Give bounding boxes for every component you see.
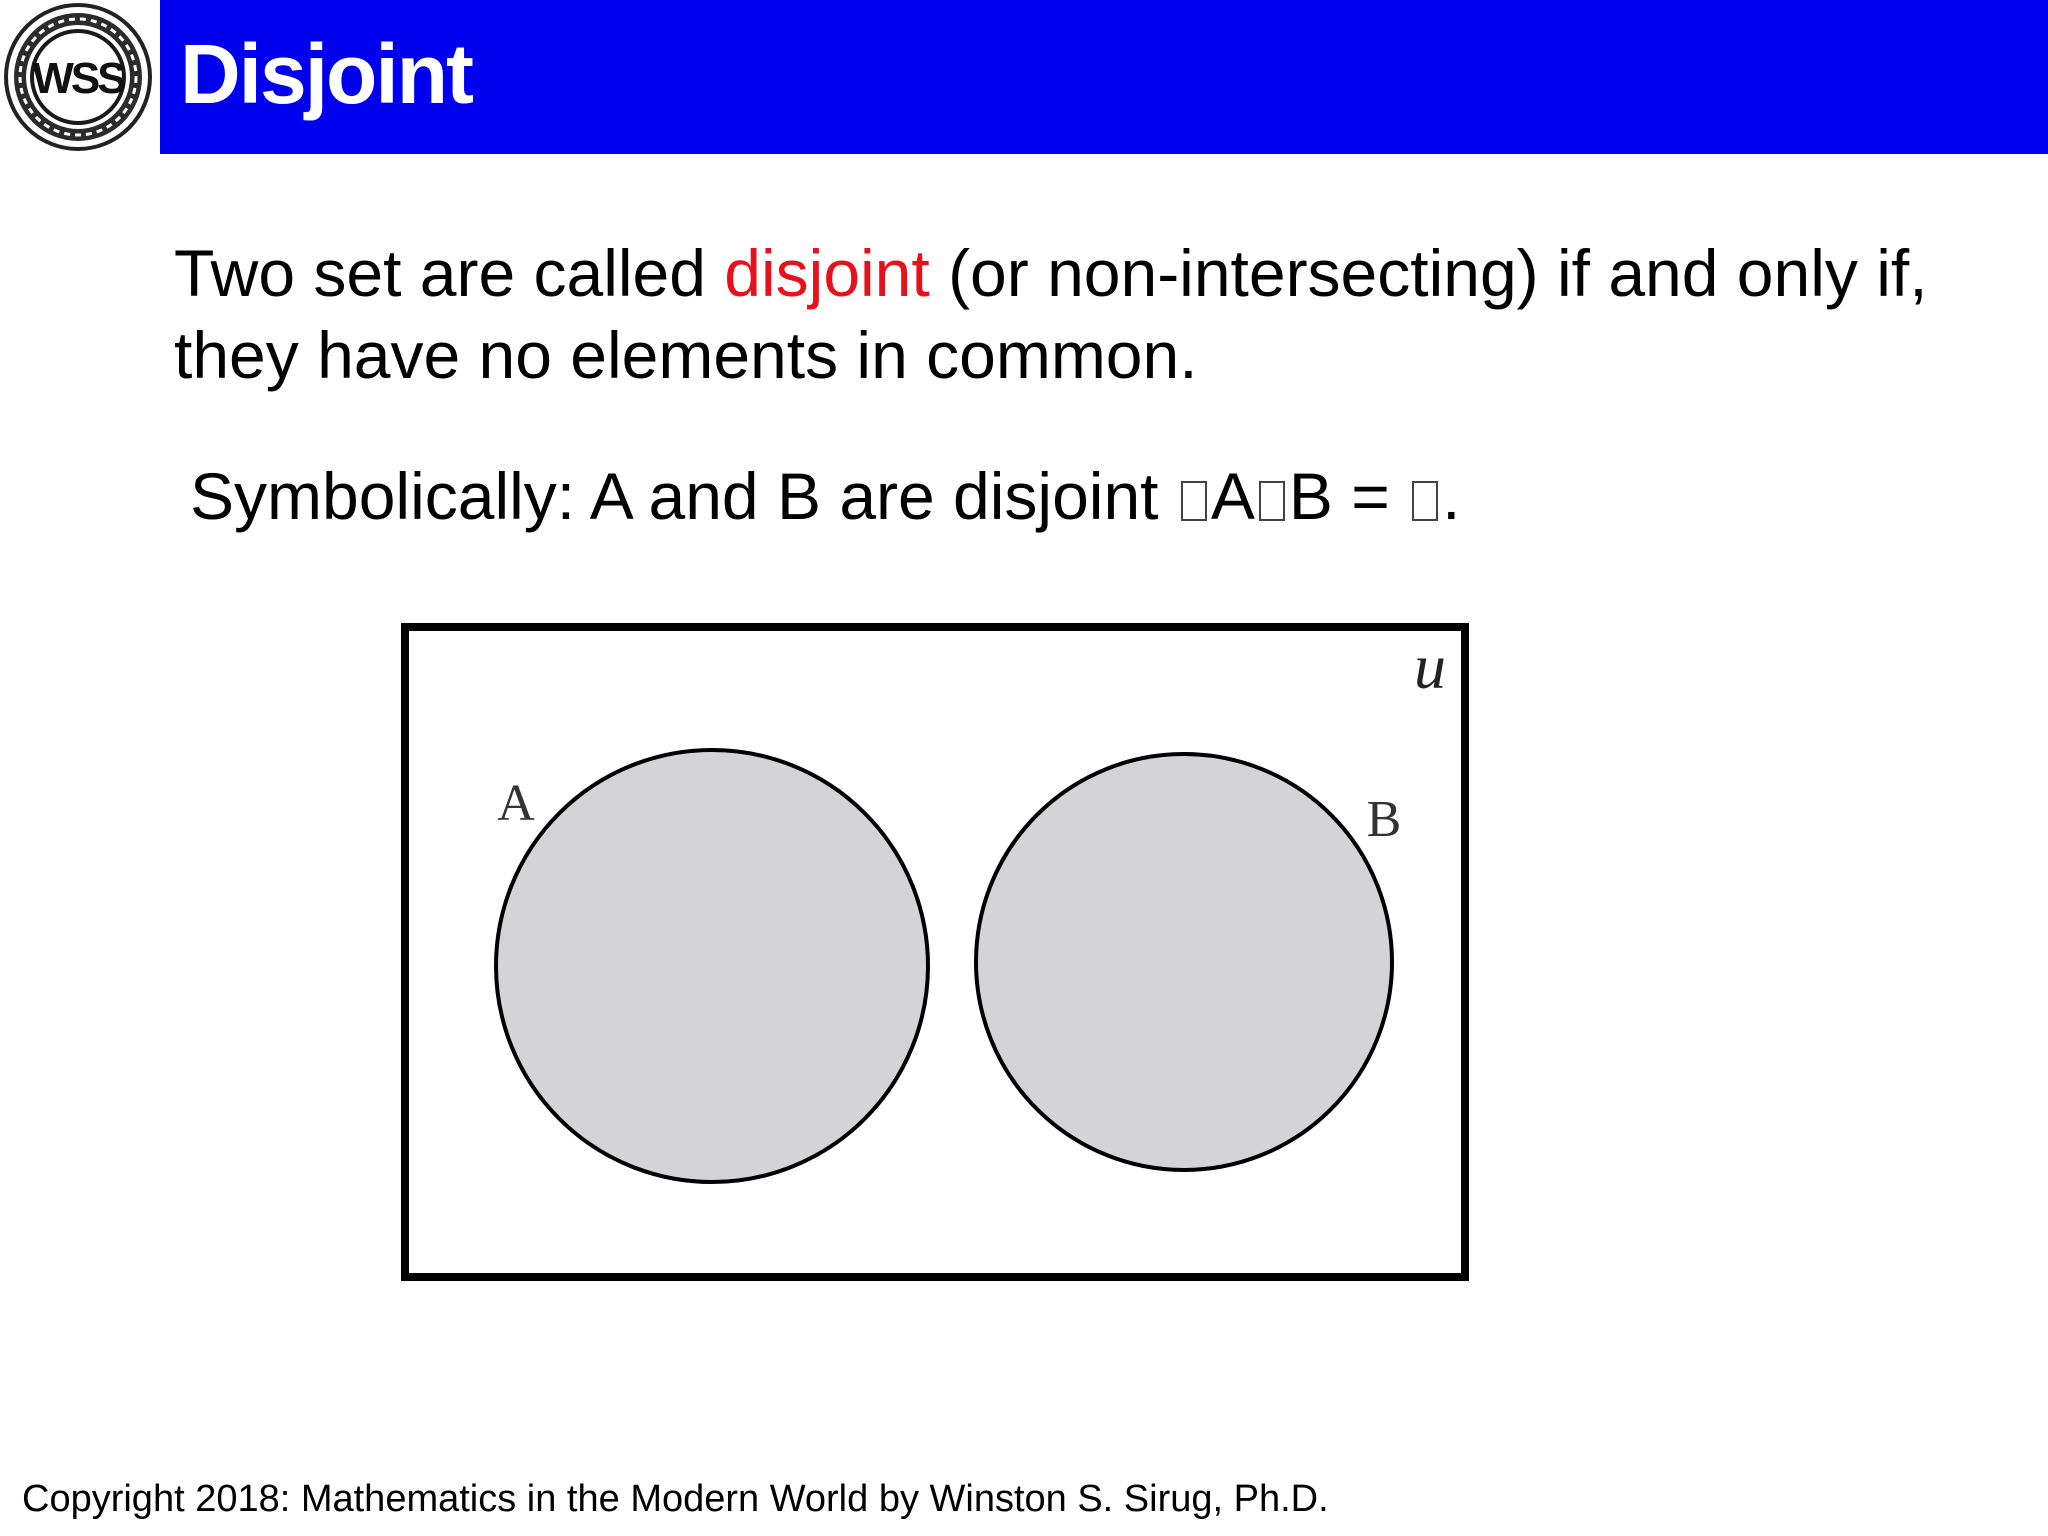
definition-after: (or non-intersecting) if and only if, they have no elements in common. <box>174 236 1928 392</box>
symbolic-equals: = <box>1332 459 1409 533</box>
symbolic-end: . <box>1442 459 1461 533</box>
title-bar <box>160 0 2048 154</box>
set-b-label: B <box>1366 791 1402 848</box>
set-a-label: A <box>497 775 535 832</box>
universe-label: u <box>1414 631 1446 702</box>
intersection-symbol-placeholder <box>1259 481 1285 521</box>
slide-title: Disjoint <box>180 27 472 121</box>
symbolic-prefix: Symbolically: A and B are disjoint <box>190 459 1177 533</box>
copyright-footer: Copyright 2018: Mathematics in the Modern World by Winston S. Sirug, Ph.D. <box>22 1478 1329 1520</box>
symbolic-statement <box>190 455 1460 537</box>
definition-highlight: disjoint <box>724 236 930 310</box>
empty-set-symbol-placeholder <box>1412 481 1438 521</box>
set-b-circle <box>976 754 1392 1170</box>
iff-symbol-placeholder <box>1181 481 1207 521</box>
logo <box>0 0 160 154</box>
logo-monogram: WSS <box>32 54 124 103</box>
definition-text <box>174 232 1974 396</box>
set-a-circle <box>496 750 928 1182</box>
symbolic-set-b: B <box>1288 459 1333 533</box>
symbolic-set-a: A <box>1210 459 1255 533</box>
venn-diagram <box>400 622 1480 1290</box>
definition-before: Two set are called <box>174 236 725 310</box>
logo-emblem <box>0 0 160 154</box>
